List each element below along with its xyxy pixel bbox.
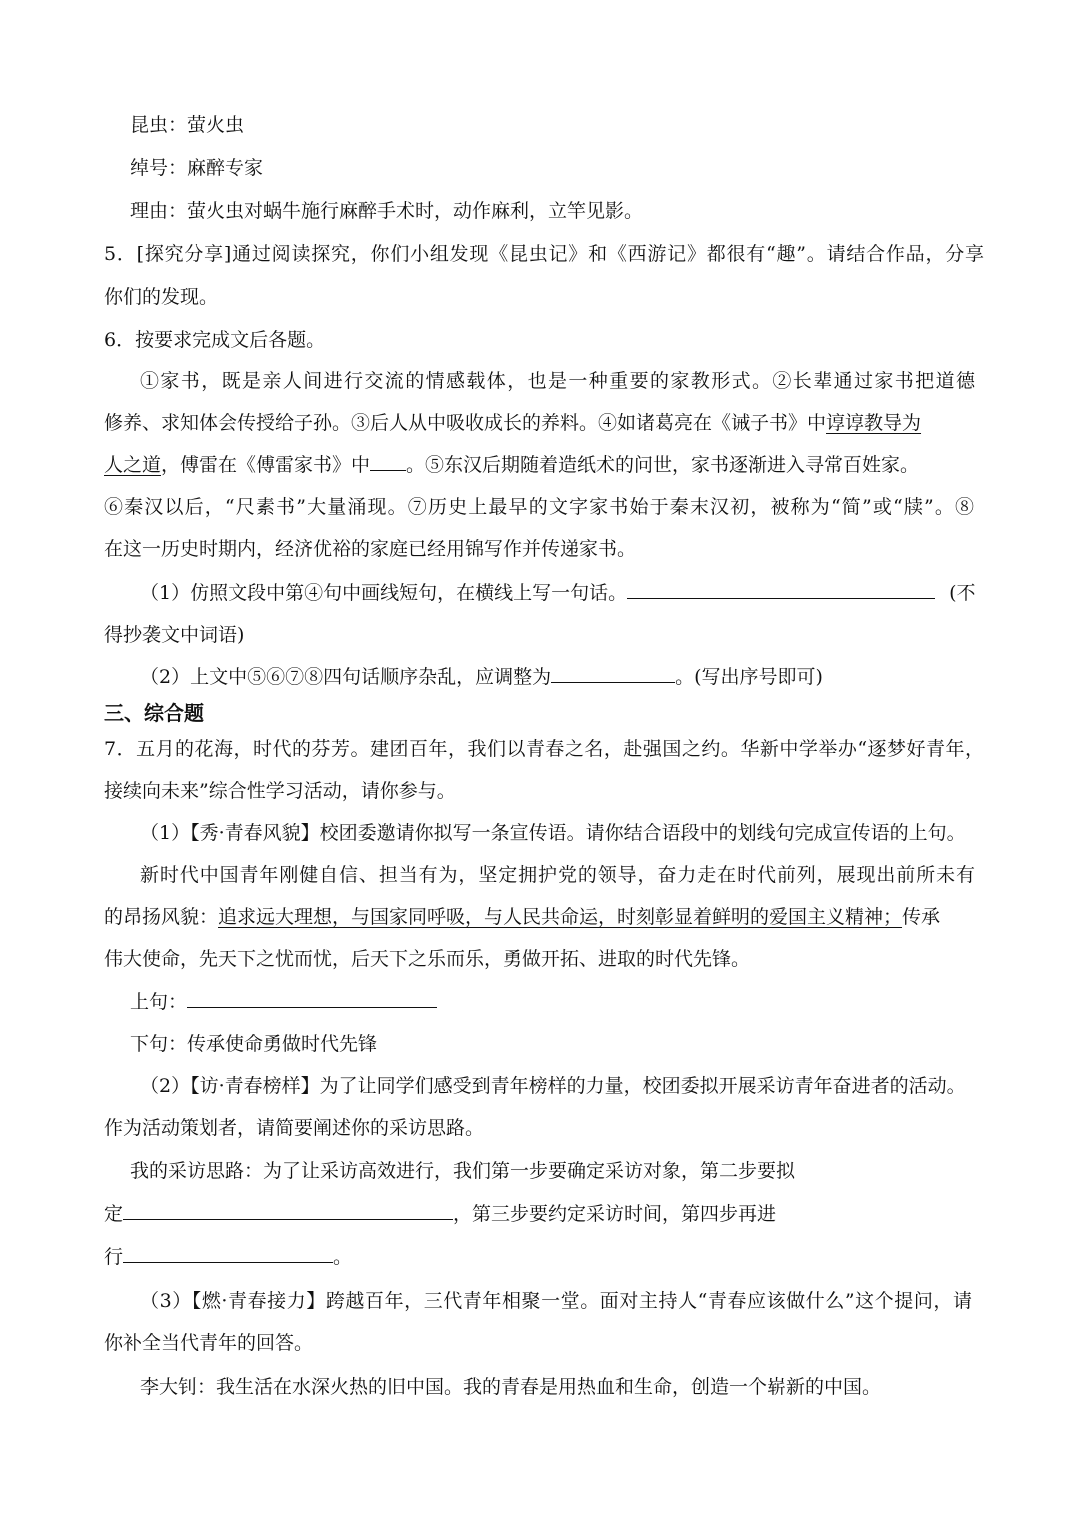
q7-line-1: 7．五月的花海，时代的芬芳。建团百年，我们以青春之名，赴强国之约。华新中学举办“逐梦好青年， xyxy=(104,738,984,760)
answer-blank[interactable] xyxy=(123,1201,453,1220)
q6-passage-line-5: 在这一历史时期内，经济优裕的家庭已经用锦写作并传递家书。 xyxy=(104,538,637,560)
q5-line-2: 你们的发现。 xyxy=(104,286,219,308)
reason-line: 理由：萤火虫对蜗牛施行麻醉手术时，动作麻利，立竿见影。 xyxy=(130,200,644,222)
q6-sub1: （1）仿照文段中第④句中画线短句，在横线上写一句话。 (不 xyxy=(140,582,976,604)
plan-line-2: 定 ，第三步要约定采访时间，第四步再进 xyxy=(104,1203,777,1225)
lower-line: 下句：传承使命勇做时代先锋 xyxy=(130,1033,378,1055)
insect-line: 昆虫：萤火虫 xyxy=(130,114,245,136)
q6-passage-line-4: ⑥秦汉以后，“尺素书”大量涌现。⑦历史上最早的文字家书始于秦末汉初，被称为“简”或“牍”。⑧ xyxy=(104,496,974,518)
plan-line-3: 行 。 xyxy=(104,1246,353,1268)
plan-line-1: 我的采访思路：为了让采访高效进行，我们第一步要确定采访对象，第二步要拟 xyxy=(130,1160,796,1182)
q7-para-line-3: 伟大使命，先天下之忧而忧，后天下之乐而乐，勇做开拓、进取的时代先锋。 xyxy=(104,948,751,970)
q7-sub3: （3）【燃·青春接力】跨越百年，三代青年相聚一堂。面对主持人“青春应该做什么”这个提问，请 xyxy=(140,1290,972,1312)
upper-line: 上句： xyxy=(130,989,1010,1015)
q5-line-1: 5．[探究分享]通过阅读探究，你们小组发现《昆虫记》和《西游记》都很有“趣”。请结合作品，分享 xyxy=(104,243,984,265)
q6-passage-line-2 xyxy=(104,410,984,436)
q6-sub1-cont: 得抄袭文中词语) xyxy=(104,624,245,646)
q6-passage-line-3: 人之道，傅雷在《傅雷家书》中 。⑤东汉后期随着造纸术的问世，家书逐渐进入寻常百姓家。 xyxy=(104,454,920,476)
q7-para-line-2: 的昂扬风貌：追求远大理想，与国家同呼吸，与人民共命运，时刻彰显着鲜明的爱国主义精神；传承 xyxy=(104,906,941,928)
q6-sub2: （2）上文中⑤⑥⑦⑧四句话顺序杂乱，应调整为 。(写出序号即可) xyxy=(140,666,823,688)
underlined-phrase-end: 人之道 xyxy=(104,454,162,476)
q7-sub2-cont: 作为活动策划者，请简要阐述你的采访思路。 xyxy=(104,1117,485,1139)
answer-blank[interactable] xyxy=(370,452,406,471)
q7-sub3-cont: 你补全当代青年的回答。 xyxy=(104,1332,314,1354)
q7-sub2: （2）【访·青春榜样】为了让同学们感受到青年榜样的力量，校团委拟开展采访青年奋进者的活动。 xyxy=(140,1075,966,1097)
q7-para-line-1: 新时代中国青年刚健自信、担当有为，坚定拥护党的领导，奋力走在时代前列，展现出前所未有 xyxy=(140,864,975,886)
q6-passage-line-1: ①家书，既是亲人间进行交流的情感载体，也是一种重要的家教形式。②长辈通过家书把道德 xyxy=(140,370,975,392)
li-dazhao-line: 李大钊：我生活在水深火热的旧中国。我的青春是用热血和生命，创造一个崭新的中国。 xyxy=(140,1376,882,1398)
answer-blank[interactable] xyxy=(123,1244,333,1263)
q6-passage-text: 修养、求知体会传授给子孙。③后人从中吸收成长的养料。④如诸葛亮在《诫子书》中 xyxy=(104,412,827,434)
underlined-phrase: 谆谆教导为 xyxy=(826,412,922,434)
nickname-line: 绰号：麻醉专家 xyxy=(130,157,264,179)
q6-intro: 6．按要求完成文后各题。 xyxy=(104,329,326,351)
q7-line-2: 接续向未来”综合性学习活动，请你参与。 xyxy=(104,780,456,802)
answer-blank[interactable] xyxy=(627,580,935,599)
q7-sub1: （1）【秀·青春风貌】校团委邀请你拟写一条宣传语。请你结合语段中的划线句完成宣传语的上句。 xyxy=(140,822,966,844)
answer-blank[interactable] xyxy=(187,989,437,1008)
answer-blank[interactable] xyxy=(551,664,675,683)
underlined-sentence: 追求远大理想，与国家同呼吸，与人民共命运，时刻彰显着鲜明的爱国主义精神； xyxy=(218,906,903,928)
section-title: 三、综合题 xyxy=(104,701,204,725)
